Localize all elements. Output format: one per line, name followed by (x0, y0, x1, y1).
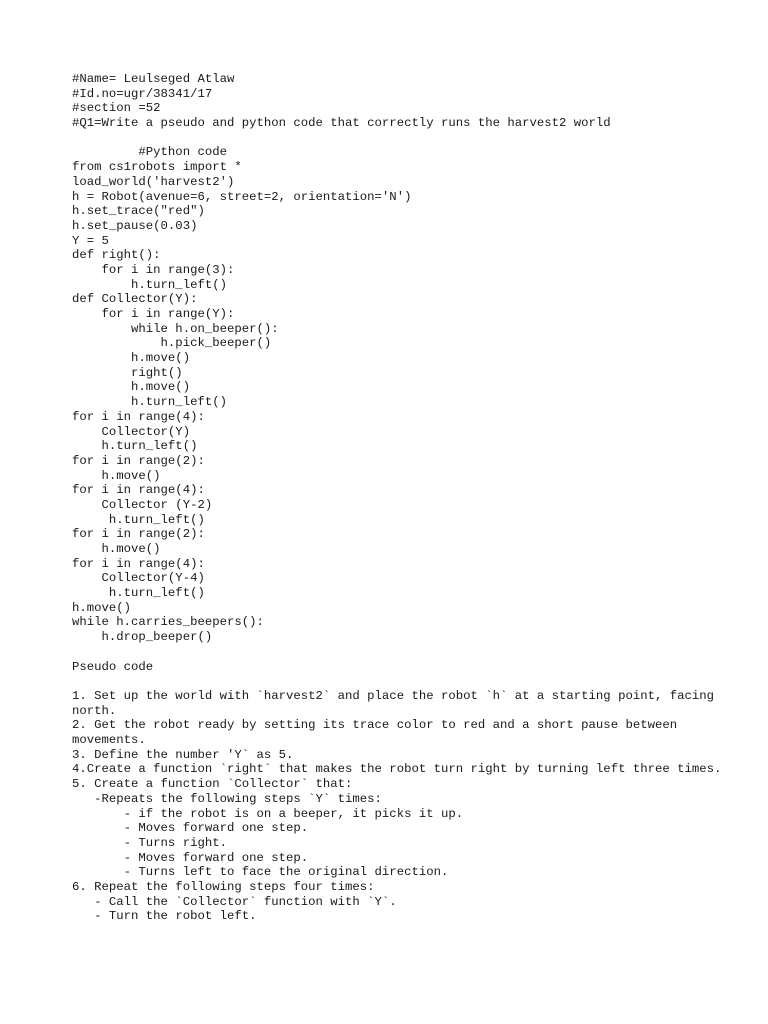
question-line: #Q1=Write a pseudo and python code that correctly runs the harvest2 world (72, 116, 611, 131)
code-line: h = Robot(avenue=6, street=2, orientation='N') (72, 189, 412, 204)
code-line: h.move() (72, 600, 132, 615)
code-line: def Collector(Y): (72, 292, 198, 307)
code-line: h.turn_left() (72, 512, 205, 527)
code-line: h.turn_left() (72, 439, 198, 454)
id-number-line: #Id.no=ugr/38341/17 (72, 86, 213, 101)
code-line: h.turn_left() (72, 277, 227, 292)
code-line: Collector(Y) (72, 424, 191, 439)
code-line: Collector(Y-4) (72, 571, 205, 586)
code-line: h.pick_beeper() (72, 336, 272, 351)
code-line: while h.carries_beepers(): (72, 615, 264, 630)
pseudo-step: 1. Set up the world with `harvest2` and place the robot `h` at a starting point, facing north. (72, 688, 722, 718)
pseudo-step: 4.Create a function `right` that makes the robot turn right by turning left three times. (72, 762, 722, 777)
code-line: h.drop_beeper() (72, 630, 213, 645)
blank-line (72, 674, 752, 689)
pseudo-step: 2. Get the robot ready by setting its trace color to red and a short pause between movements. (72, 718, 685, 747)
code-line: from cs1robots import * (72, 160, 242, 175)
code-line: h.move() (72, 380, 191, 395)
code-line: while h.on_beeper(): (72, 321, 279, 336)
pseudo-step: - Moves forward one step. (72, 821, 309, 836)
pseudo-step: - Turns right. (72, 835, 227, 850)
code-line: def right(): (72, 248, 161, 263)
code-line: h.move() (72, 542, 161, 556)
pseudo-step: 5. Create a function `Collector` that: (72, 777, 353, 792)
pseudo-step: - Turn the robot left. (72, 909, 257, 924)
blank-line (72, 131, 752, 146)
pseudo-step: - Turns left to face the original direction. (72, 865, 449, 880)
code-line: for i in range(2): (72, 453, 205, 468)
code-line: load_world('harvest2') (72, 174, 235, 189)
code-line: for i in range(4): (72, 409, 205, 424)
code-line: for i in range(2): (72, 527, 205, 542)
code-line: for i in range(Y): (72, 307, 235, 321)
python-code-heading: #Python code (72, 145, 227, 160)
pseudo-code-heading: Pseudo code (72, 659, 154, 674)
pseudo-step: -Repeats the following steps `Y` times: (72, 791, 382, 806)
code-line: Collector (Y-2) (72, 497, 213, 512)
blank-line (72, 645, 752, 660)
pseudo-step: - Moves forward one step. (72, 850, 309, 865)
code-line: h.set_pause(0.03) (72, 218, 198, 233)
code-line: h.turn_left() (72, 586, 205, 601)
code-line: Y = 5 (72, 233, 109, 248)
python-code-block (72, 160, 752, 645)
pseudo-step: - Call the `Collector` function with `Y`. (72, 894, 397, 909)
document-page (72, 72, 752, 924)
pseudo-step: - if the robot is on a beeper, it picks it up. (72, 806, 464, 821)
code-line: for i in range(3): (72, 262, 235, 277)
code-line: h.turn_left() (72, 395, 227, 410)
pseudo-step: 3. Define the number 'Y` as 5. (72, 747, 294, 762)
code-line: h.move() (72, 351, 191, 366)
code-line: right() (72, 365, 183, 380)
author-name-line: #Name= Leulseged Atlaw (72, 72, 235, 86)
code-line: for i in range(4): (72, 556, 205, 571)
code-line: for i in range(4): (72, 483, 205, 498)
code-line: h.set_trace("red") (72, 204, 205, 219)
pseudo-code-block (72, 689, 752, 924)
code-line: h.move() (72, 468, 161, 483)
section-line: #section =52 (72, 101, 161, 116)
pseudo-step: 6. Repeat the following steps four times: (72, 880, 375, 895)
